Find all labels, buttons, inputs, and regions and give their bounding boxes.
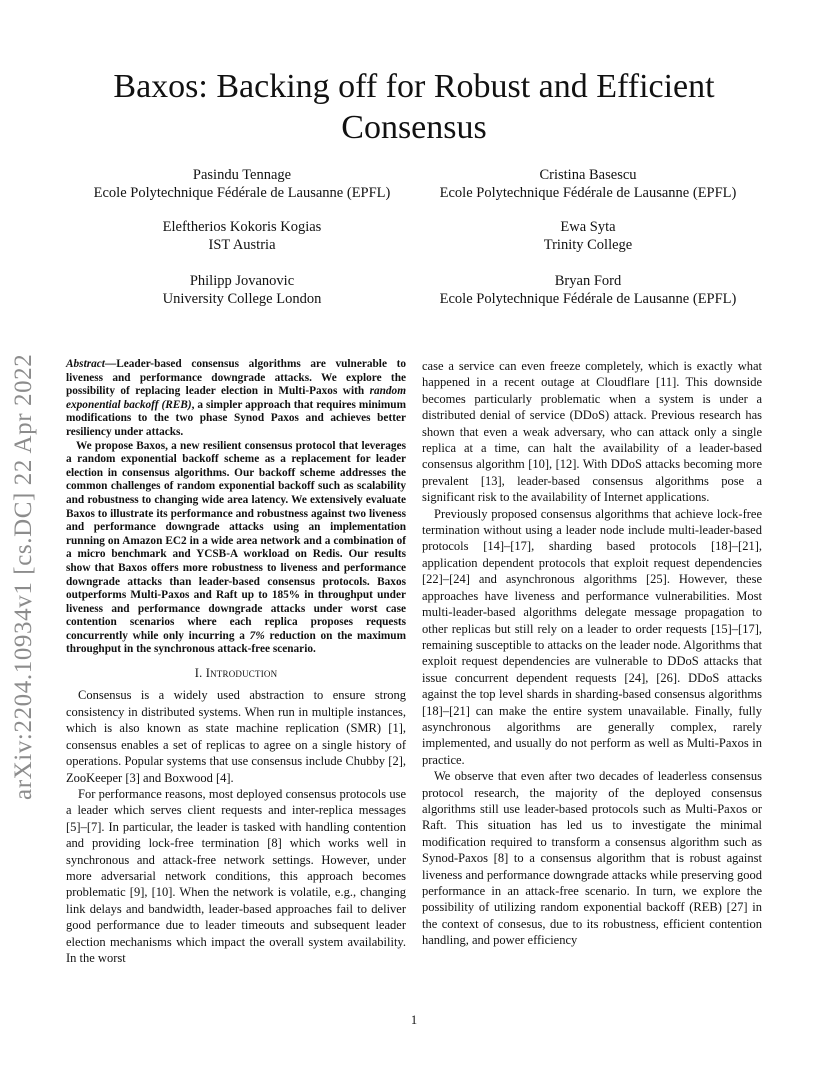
abstract-label: Abstract: [66, 358, 105, 370]
author-affiliation: Ecole Polytechnique Fédérale de Lausanne (EPFL): [439, 185, 737, 201]
body-paragraph: case a service can even freeze completely, which is exactly what happened in a recent outage at Cloudflare [11]. This downside becomes particularly problematic when a system is under a distributed denial of service (DDoS) attack. Previous research has shown that even a weak adversary, who can attack only a single replica at a time, can halt the availability of a leader-based consensus algorithm [10], [12]. With DDoS attacks becoming more prevalent [13], leader-based consensus algorithms pose a significant risk to the availability of Internet applications.: [422, 359, 762, 505]
author-block: [62, 272, 422, 308]
abstract-emphasis: 7%: [249, 629, 265, 642]
abstract: [66, 358, 406, 657]
body-paragraph: For performance reasons, most deployed consensus protocols use a leader which serves client requests and inter-replica messages [5]–[7]. In particular, the leader is tasked with handling contention and providing lock-free termination [8] which works well in synchronous and attack-free network settings. However, under more adversarial network conditions, this approach becomes problematic [9], [10]. When the network is volatile, e.g., changing link delays and bandwidth, leader-based approaches fail to deliver good performance due to leader timeouts and subsequent leader election mechanisms which impact the overall system availability. In the worst: [66, 786, 406, 965]
author-affiliation: Ecole Polytechnique Fédérale de Lausanne (EPFL): [93, 185, 391, 201]
author-name: Philipp Jovanovic: [189, 273, 295, 289]
author-affiliation: Ecole Polytechnique Fédérale de Lausanne (EPFL): [439, 291, 737, 307]
body-paragraph: We observe that even after two decades of leaderless consensus protocol research, the majority of the deployed consensus algorithms still use leader-based protocols such as Multi-Paxos or Raft. This situation has led us to investigate the minimal modification required to transform a consensus algorithm such as Synod-Paxos [8] to a consensus algorithm that is robust against liveness and performance downgrade attacks while preserving good performance in an attack-free scenario. In turn, we explore the possibility of utilizing random exponential backoff (REB) [27] in the context of consesus, due to its robustness, efficient contention handling, and power efficiency: [422, 769, 762, 948]
title-line-2: Consensus: [341, 109, 487, 146]
author-block: [408, 218, 768, 254]
abstract-text: We propose Baxos, a new resilient consensus protocol that leverages a random exponential backoff scheme as a replacement for leader election in consensus algorithms. Our backoff scheme addresses the common challenges of random exponential backoff such as scalability and robustness to changing wide area latency. We extensively evaluate Baxos to illustrate its performance and robustness against two liveness and performance downgrade attacks using an implementation running on Amazon EC2 in a wide area network and a combination of a micro benchmark and YCSB-A workload on Redis. Our results show that Baxos offers more robustness to liveness and performance downgrade attacks than leader-based consensus protocols. Baxos outperforms Multi-Paxos and Raft up to 185% in throughput under liveness and performance downgrade attacks under worst case contention scenarios where each replica proposes requests concurrently while only incurring a: [66, 439, 406, 642]
author-affiliation: University College London: [162, 291, 322, 307]
author-name: Pasindu Tennage: [192, 167, 292, 183]
author-name: Eleftherios Kokoris Kogias: [162, 219, 322, 235]
section-title: Introduction: [205, 666, 278, 681]
body-paragraph: Previously proposed consensus algorithms that achieve lock-free termination without using a leader node include multi-leader-based protocols [14]–[17], sharding based protocols [18]–[21], application dependent protocols that exploit request dependencies [22]–[24] and asynchronous algorithms [25]. However, these approaches have liveness and performance vulnerabilities. Most multi-leader-based algorithms delegate message propagation to other replicas but still rely on a leader to order requests [15]–[17], remaining susceptible to attacks on the leader node. Algorithms that exploit request dependencies are vulnerable to DDoS attacks that issue concurrent dependent requests [24], [26]. DDoS attacks against the top level shards in sharding-based consensus algorithms [18]–[21] can make the entire system unavailable. Finally, fully asynchronous algorithms are generally complex, rarely implemented, and usually do not perform as well as Multi-Paxos in practice.: [422, 506, 762, 767]
paper-title: [60, 66, 768, 148]
author-block: [408, 272, 768, 308]
right-column: [422, 358, 762, 949]
arxiv-stamp: arXiv:2204.10934v1 [cs.DC] 22 Apr 2022: [10, 353, 37, 800]
author-affiliation: IST Austria: [208, 237, 276, 253]
section-number: I.: [194, 666, 203, 681]
abstract-paragraph-2: [66, 440, 406, 658]
author-block: [62, 218, 422, 254]
author-name: Ewa Syta: [560, 219, 616, 235]
author-block: [408, 166, 768, 202]
page-number: 1: [410, 1013, 418, 1027]
title-line-1: Baxos: Backing off for Robust and Efficient: [113, 68, 715, 105]
abstract-text: , a simpler approach that requires minimum modifications to the two phase Synod Paxos and achieves better resiliency under attacks.: [66, 398, 406, 438]
section-heading: [66, 665, 406, 681]
left-column: [66, 358, 406, 966]
abstract-text: reduction on the maximum throughput in the synchronous attack-free scenario.: [66, 629, 406, 656]
body-paragraph: Consensus is a widely used abstraction to ensure strong consistency in distributed systems. When run in multiple instances, which is also known as state machine replication (SMR) [1], consensus enables a set of replicas to agree on a single history of operations. Popular systems that use consensus include Chubby [2], ZooKeeper [3] and Boxwood [4].: [66, 688, 406, 785]
abstract-text: —Leader-based consensus algorithms are vulnerable to liveness and performance downgrade attacks. We explore the possibility of replacing leader election in Multi-Paxos with: [66, 358, 406, 398]
author-name: Bryan Ford: [554, 273, 622, 289]
abstract-emphasis: random exponential backoff (REB): [66, 385, 406, 411]
author-affiliation: Trinity College: [543, 237, 633, 253]
author-name: Cristina Basescu: [539, 167, 637, 183]
abstract-paragraph-1: [66, 358, 406, 440]
author-block: [62, 166, 422, 202]
